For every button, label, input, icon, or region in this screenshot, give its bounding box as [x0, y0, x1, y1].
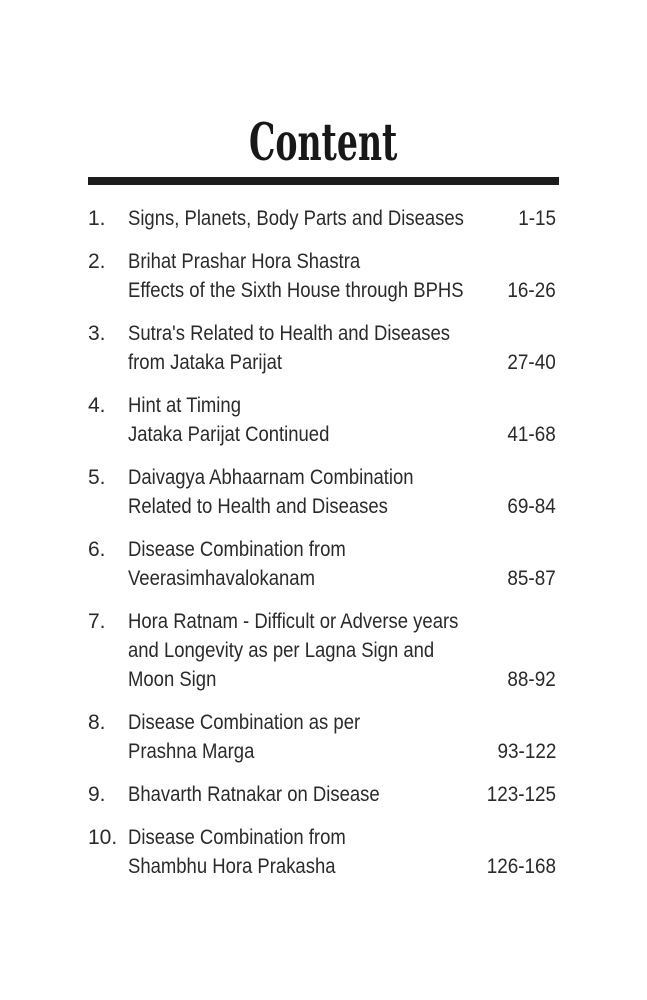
entry-title-line: Veerasimhavalokanam: [128, 567, 315, 590]
entry-number: 2.: [88, 250, 106, 273]
entry-number: 9.: [88, 783, 106, 806]
entry-number: 8.: [88, 711, 106, 734]
entry-title-line: Prashna Marga: [128, 740, 255, 763]
toc-entry: [88, 319, 556, 377]
entry-title-line: Sutra's Related to Health and Diseases: [128, 322, 450, 345]
entry-title: [128, 535, 556, 593]
entry-number: 7.: [88, 610, 106, 633]
entry-title-line: Disease Combination as per: [128, 711, 361, 734]
entry-page-range: 16-26: [507, 279, 556, 302]
entry-title-line: Moon Sign: [128, 668, 217, 691]
entry-page-range: 126-168: [486, 855, 556, 878]
entry-number: 4.: [88, 394, 106, 417]
entry-page-range: 41-68: [507, 423, 556, 446]
entry-title: [128, 391, 556, 449]
toc-entry: [88, 204, 556, 233]
toc-entry: [88, 463, 556, 521]
entry-title-line: Effects of the Sixth House through BPHS: [128, 279, 464, 302]
entry-number: 3.: [88, 322, 106, 345]
entry-title: [128, 247, 556, 305]
entry-title-line: Hora Ratnam - Difficult or Adverse years: [128, 610, 459, 633]
entry-title-line: Jataka Parijat Continued: [128, 423, 330, 446]
page-title: [0, 0, 647, 173]
toc-entry: [88, 607, 556, 694]
entry-page-range: 93-122: [497, 740, 556, 763]
entry-title-line: Bhavarth Ratnakar on Disease: [128, 783, 380, 806]
entry-title: [128, 204, 556, 233]
entry-title-line: from Jataka Parijat: [128, 351, 283, 374]
toc-entry: [88, 708, 556, 766]
entry-title-line: Disease Combination from: [128, 826, 346, 849]
entry-number: 5.: [88, 466, 106, 489]
entry-title-line: Daivagya Abhaarnam Combination: [128, 466, 414, 489]
entry-title-line: Related to Health and Diseases: [128, 495, 388, 518]
entry-title-line: Signs, Planets, Body Parts and Diseases: [128, 207, 464, 230]
entry-title: [128, 607, 556, 694]
entry-page-range: 1-15: [518, 207, 556, 230]
toc-list: [88, 204, 556, 881]
toc-entry: [88, 535, 556, 593]
entry-number: 10.: [88, 826, 118, 849]
entry-title-line: Brihat Prashar Hora Shastra: [128, 250, 361, 273]
toc-entry: [88, 780, 556, 809]
page-title-text: Content: [249, 113, 398, 173]
entry-title: [128, 463, 556, 521]
entry-title: [128, 319, 556, 377]
entry-title-line: Hint at Timing: [128, 394, 241, 417]
entry-page-range: 69-84: [507, 495, 556, 518]
entry-number: 6.: [88, 538, 106, 561]
entry-page-range: 88-92: [507, 668, 556, 691]
entry-title-line: and Longevity as per Lagna Sign and: [128, 639, 435, 662]
toc-entry: [88, 823, 556, 881]
entry-page-range: 27-40: [507, 351, 556, 374]
entry-page-range: 123-125: [486, 783, 556, 806]
entry-title-line: Shambhu Hora Prakasha: [128, 855, 336, 878]
toc-entry: [88, 391, 556, 449]
toc-entry: [88, 247, 556, 305]
entry-number: 1.: [88, 207, 106, 230]
entry-page-range: 85-87: [507, 567, 556, 590]
entry-title-line: Disease Combination from: [128, 538, 346, 561]
entry-title: [128, 708, 556, 766]
